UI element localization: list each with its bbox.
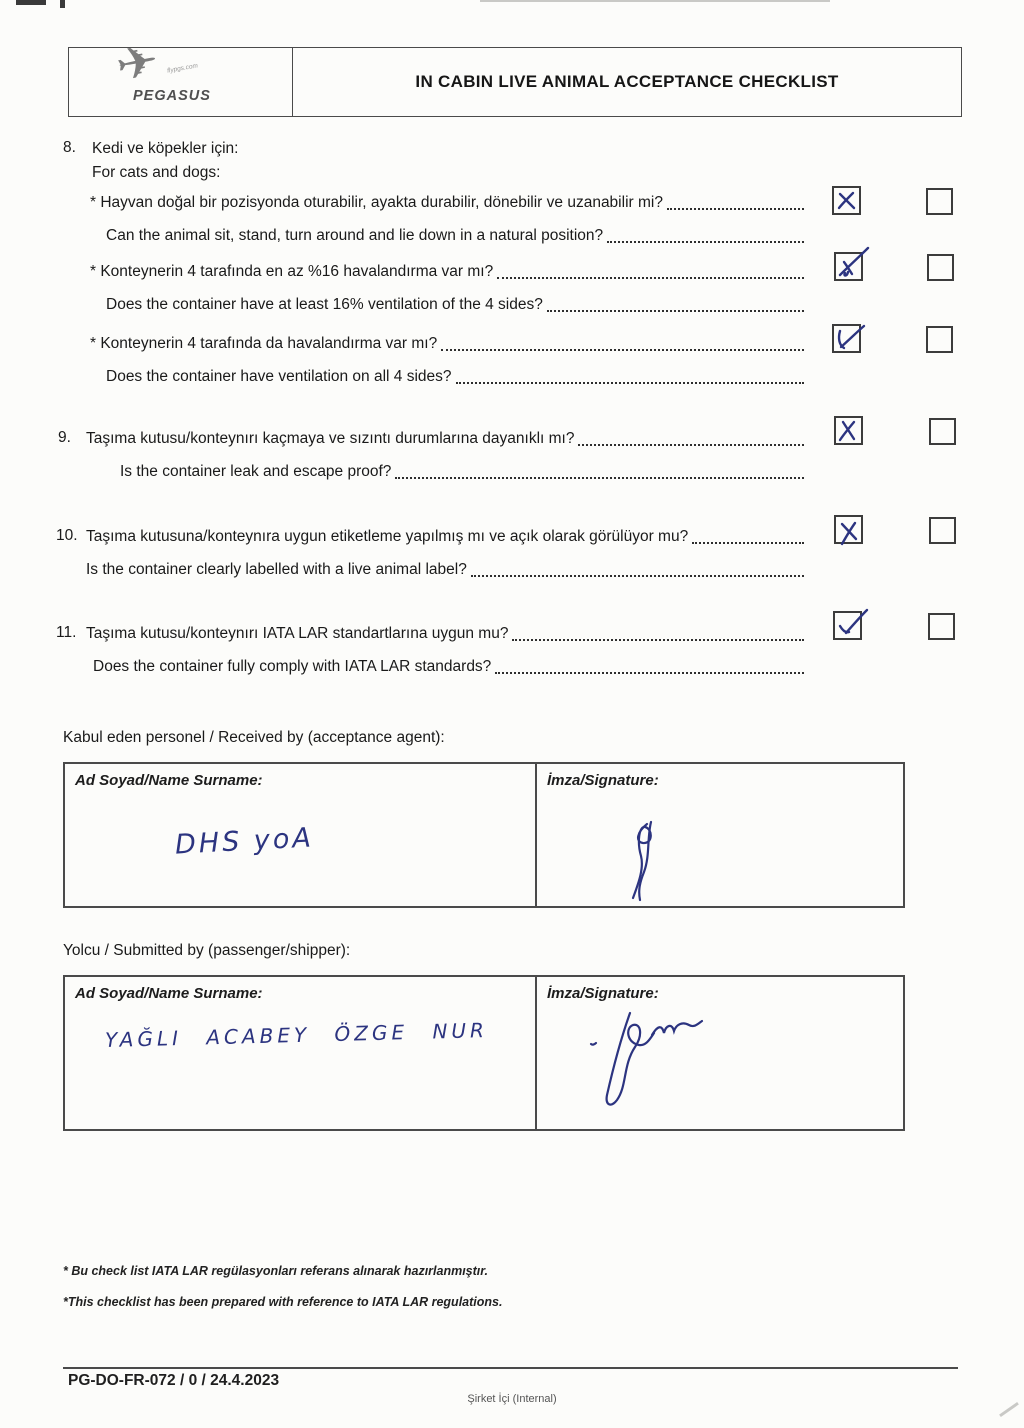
dotted-leader (495, 672, 804, 674)
check-mark-icon (834, 188, 859, 213)
item8-title-en: For cats and dogs: (92, 164, 221, 181)
check-mark-icon (836, 418, 861, 443)
footnote-tr: * Bu check list IATA LAR regülasyonları referans alınarak hazırlanmıştır. (63, 1264, 488, 1278)
item11-number: 11. (56, 624, 77, 641)
dotted-leader (441, 349, 804, 351)
check-mark-icon (836, 254, 861, 279)
question-row-en: Can the animal sit, stand, turn around and lie down in a natural position? (106, 226, 805, 246)
footer-divider (63, 1367, 958, 1369)
check-mark-icon (835, 613, 860, 638)
name-surname-label: Ad Soyad/Name Surname: (75, 985, 263, 1002)
dotted-leader (667, 208, 804, 210)
name-surname-label: Ad Soyad/Name Surname: (75, 772, 263, 789)
pegasus-logo (69, 35, 293, 116)
passenger-name-cell (65, 977, 537, 1129)
check-mark-icon (834, 326, 859, 351)
scan-artifact (60, 0, 65, 8)
dotted-leader (607, 241, 804, 243)
dotted-leader (395, 477, 804, 479)
signature-scribble (582, 995, 752, 1120)
item9-number: 9. (58, 429, 71, 446)
check-mark-icon (836, 517, 861, 542)
question-row-tr: * Konteynerin 4 tarafında da havalandırma var mı? (90, 334, 805, 354)
question-row-tr: * Konteynerin 4 tarafında en az %16 havalandırma var mı? (90, 262, 805, 282)
dotted-leader (471, 575, 804, 577)
item10-number: 10. (56, 527, 78, 544)
brand-name: PEGASUS (133, 88, 211, 104)
yes-checkbox[interactable] (834, 252, 863, 281)
dotted-leader (456, 382, 804, 384)
no-checkbox[interactable] (928, 613, 955, 640)
yes-checkbox[interactable] (832, 324, 861, 353)
question-row-en: Is the container leak and escape proof? (120, 462, 805, 482)
acceptance-signature-cell (537, 764, 903, 906)
yes-checkbox[interactable] (833, 611, 862, 640)
footnote-en: *This checklist has been prepared with reference to IATA LAR regulations. (63, 1295, 503, 1309)
no-checkbox[interactable] (927, 254, 954, 281)
question-row-tr: Taşıma kutusuna/konteynıra uygun etiketleme yapılmış mı ve açık olarak görülüyor mu? (86, 527, 805, 547)
dotted-leader (692, 542, 804, 544)
acceptance-section-label: Kabul eden personel / Received by (acceptance agent): (63, 729, 445, 746)
question-row-en: Does the container fully comply with IATA LAR standards? (93, 657, 805, 677)
page-title: IN CABIN LIVE ANIMAL ACCEPTANCE CHECKLIST (415, 72, 839, 91)
yes-checkbox[interactable] (834, 416, 863, 445)
question-row-tr: * Hayvan doğal bir pozisyonda oturabilir, ayakta durabilir, dönebilir ve uzanabilir mi? (90, 193, 805, 213)
no-checkbox[interactable] (929, 517, 956, 544)
scan-artifact (480, 0, 830, 2)
dotted-leader (512, 639, 804, 641)
handwritten-name: YAĞLI ACABEY ÖZGE NUR (104, 1017, 489, 1053)
question-row-tr: Taşıma kutusu/konteynırı kaçmaya ve sızıntı durumlarına dayanıklı mı? (86, 429, 805, 449)
dotted-leader (547, 310, 804, 312)
acceptance-signature-table (63, 762, 905, 908)
scan-artifact (16, 0, 46, 5)
dotted-leader (497, 277, 804, 279)
yes-checkbox[interactable] (834, 515, 863, 544)
item8-number: 8. (63, 139, 76, 156)
yes-checkbox[interactable] (832, 186, 861, 215)
passenger-section-label: Yolcu / Submitted by (passenger/shipper): (63, 942, 351, 959)
passenger-signature-cell (537, 977, 903, 1129)
no-checkbox[interactable] (929, 418, 956, 445)
item8-title-tr: Kedi ve köpekler için: (92, 140, 239, 157)
no-checkbox[interactable] (926, 188, 953, 215)
no-checkbox[interactable] (926, 326, 953, 353)
airplane-icon: ✈ (111, 35, 163, 92)
signature-label: İmza/Signature: (547, 772, 659, 789)
form-code: PG-DO-FR-072 / 0 / 24.4.2023 (68, 1372, 280, 1389)
signature-label: İmza/Signature: (547, 985, 659, 1002)
dotted-leader (578, 444, 804, 446)
question-row-tr: Taşıma kutusu/konteynırı IATA LAR standartlarına uygun mu? (86, 624, 805, 644)
question-row-en: Does the container have at least 16% ventilation of the 4 sides? (106, 295, 805, 315)
handwritten-name: DHS yoA (174, 822, 315, 861)
acceptance-name-cell (65, 764, 537, 906)
signature-scribble (617, 816, 677, 906)
logo-tagline: flypgs.com (166, 62, 199, 75)
classification-label: Şirket İçi (Internal) (467, 1393, 557, 1405)
question-row-en: Does the container have ventilation on all 4 sides? (106, 367, 805, 387)
passenger-signature-table (63, 975, 905, 1131)
form-header (68, 35, 962, 117)
question-row-en: Is the container clearly labelled with a live animal label? (86, 560, 805, 580)
